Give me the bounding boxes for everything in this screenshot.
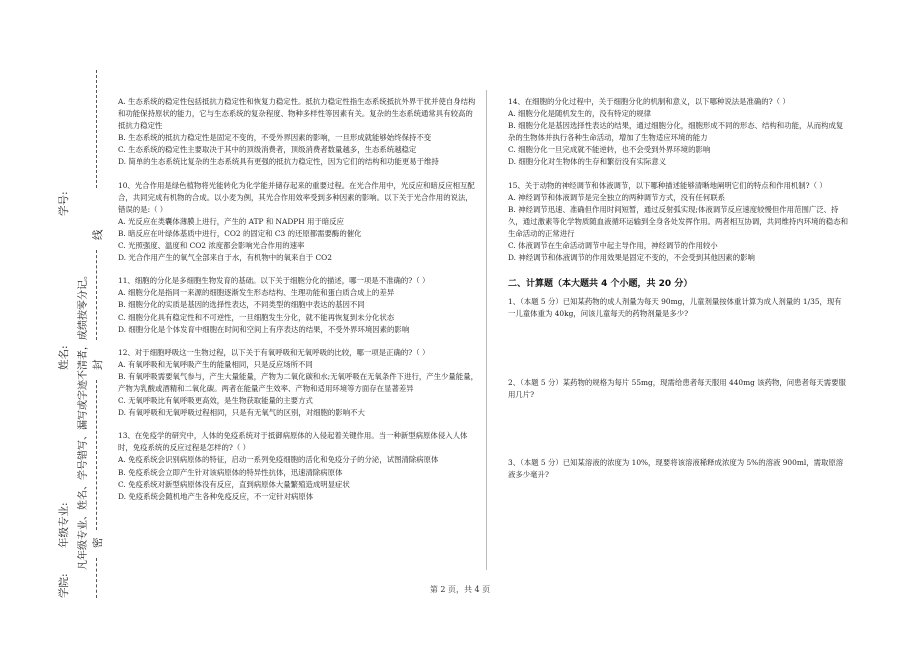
- question-13: [118, 430, 478, 503]
- question-15: [508, 180, 848, 265]
- option-b: B. 有氧呼吸需要氧气参与，产生大量能量，产物为二氧化碳和水;无氧呼吸在无氧条件下进行，产生少量能量，产物为乳酸或酒精和二氧化碳。两者在能量产生效率、产物和适用环境等方面存在显著差异: [118, 371, 478, 393]
- calc-question-3: 3、（本题 5 分）已知某溶液的浓度为 10%，现要将该溶液稀释成浓度为 5%的溶液 900ml，需取原溶液多少毫升?: [508, 457, 844, 479]
- column-divider: [486, 90, 487, 570]
- option-c: C. 生态系统的稳定性主要取决于其中的顶级消费者，顶级消费者数量越多，生态系统越稳定: [118, 145, 417, 155]
- option-a: A. 神经调节和体液调节是完全独立的两种调节方式，没有任何联系: [508, 192, 725, 202]
- question-9-continued: [118, 96, 478, 169]
- option-c: C. 细胞分化一旦完成就不能逆转，也不会受到外界环境的影响: [508, 145, 711, 155]
- question-stem: 14、在细胞的分化过程中，关于细胞分化的机制和意义，以下哪种说法是准确的?（ ）: [508, 97, 790, 106]
- calc-question-1: 1、（本题 5 分）已知某药物的成人剂量为每天 90mg，儿童剂量按体重计算为成人剂量的 1/35，现有一儿童体重为 40kg，问该儿童每天的药物剂量是多少?: [508, 297, 842, 319]
- option-a: A. 细胞分化是随机发生的，没有特定的规律: [508, 109, 652, 119]
- option-b: B. 暗反应在叶绿体基质中进行，CO2 的固定和 C3 的还原都需要酶的催化: [118, 228, 362, 238]
- grade-major-label: 年级专业:: [58, 502, 70, 548]
- option-d: D. 光合作用产生的氧气全部来自于水，有机物中的氧来自于 CO2: [118, 253, 332, 263]
- question-14: [508, 96, 848, 169]
- right-column: [508, 96, 848, 537]
- page-number: 第 2 页，共 4 页: [429, 585, 491, 594]
- calc-question-2: 2、（本题 5 分）某药物的规格为每片 55mg，现需给患者每天服用 440mg 该药物，问患者每天需要服用几片?: [508, 377, 846, 399]
- option-c: C. 免疫系统对新型病原体没有反应，直到病原体大量繁殖造成明显症状: [118, 479, 350, 489]
- student-id-label: 学号:: [58, 191, 70, 216]
- seal-word-secret: 密: [92, 537, 104, 548]
- option-a: A. 生态系统的稳定性包括抵抗力稳定性和恢复力稳定性。抵抗力稳定性指生态系统抵抗外界干扰并使自身结构和功能保持原状的能力，它与生态系统的复杂程度、物种多样性等因素有关。复杂的生态系统通常具有较高的抵抗力稳定性: [118, 97, 476, 131]
- seal-line-lower: [96, 380, 97, 530]
- option-c: C. 细胞分化具有稳定性和不可逆性，一旦细胞发生分化，就不能再恢复到未分化状态: [118, 312, 395, 322]
- seal-word-seal: 封: [92, 359, 104, 370]
- question-12: [118, 347, 478, 420]
- question-11: [118, 275, 478, 335]
- option-d: D. 简单的生态系统比复杂的生态系统具有更强的抵抗力稳定性，因为它们的结构和功能更易于维持: [118, 157, 439, 167]
- option-d: D. 细胞分化对生物体的生存和繁衍没有实际意义: [508, 157, 667, 167]
- binding-margin: [52, 70, 114, 600]
- question-stem: 11、细胞的分化是多细胞生物发育的基础。以下关于细胞分化的描述，哪一项是不准确的?（ ）: [118, 276, 430, 286]
- question-stem: 10、光合作用是绿色植物将光能转化为化学能并储存起来的重要过程。在光合作用中，光反应和暗反应相互配合，共同完成有机物的合成。以小麦为例，其光合作用效率受到多种因素的影响。以下关于光合作用的说法，错误的是:（ ）: [118, 180, 475, 214]
- warning-text: 凡年级专业、姓名、学号错写、漏写或字迹不清者，成绩按零分记。: [78, 270, 89, 570]
- option-d: D. 有氧呼吸和无氧呼吸过程相同，只是有无氧气的区别，对细胞的影响不大: [118, 408, 365, 418]
- question-10: [118, 180, 478, 265]
- option-d: D. 免疫系统会随机地产生各种免疫反应，不一定针对病原体: [118, 491, 314, 501]
- option-b: B. 免疫系统会立即产生针对该病原体的特异性抗体，迅速清除病原体: [118, 467, 343, 477]
- seal-line-mid: [96, 250, 97, 340]
- seal-word-line: 线: [92, 229, 104, 240]
- option-d: D. 神经调节和体液调节的作用效果是固定不变的，不会受到其他因素的影响: [508, 253, 755, 263]
- question-stem: 15、关于动物的神经调节和体液调节，以下哪种描述能够清晰地阐明它们的特点和作用机制?（ ）: [508, 180, 827, 190]
- option-a: A. 有氧呼吸和无氧呼吸产生的能量相同，只是反应场所不同: [118, 359, 313, 369]
- section-title-calculation: 二、计算题（本大题共 4 个小题，共 20 分）: [508, 279, 693, 290]
- option-d: D. 细胞分化是个体发育中细胞在时间和空间上有序表达的结果，不受外界环境因素的影响: [118, 324, 410, 334]
- seal-line-top: [96, 70, 97, 188]
- college-label: 学院:: [58, 573, 70, 598]
- option-a: A. 光反应在类囊体薄膜上进行，产生的 ATP 和 NADPH 用于暗反应: [118, 216, 345, 226]
- option-a: A. 免疫系统会识别病原体的特征，启动一系列免疫细胞的活化和免疫分子的分泌，试图清除病原体: [118, 455, 439, 465]
- option-c: C. 体液调节在生命活动调节中起主导作用，神经调节的作用较小: [508, 241, 718, 251]
- option-c: C. 无氧呼吸比有氧呼吸更高效，是生物获取能量的主要方式: [118, 396, 313, 406]
- option-c: C. 光照强度、温度和 CO2 浓度都会影响光合作用的速率: [118, 241, 305, 251]
- option-b: B. 神经调节迅速、准确但作用时间短暂，通过反射弧实现;体液调节反应速度较慢但作用范围广泛、持久，通过激素等化学物质随血液循环运输到全身各处发挥作用。两者相互协调，共同维持内环境的稳态和生命活动的正常进行: [508, 204, 848, 238]
- name-label: 姓名:: [58, 345, 70, 370]
- left-column: [118, 96, 478, 514]
- question-stem: 12、对于细胞呼吸这一生物过程，以下关于有氧呼吸和无氧呼吸的比较，哪一项是正确的?（ ）: [118, 347, 430, 357]
- question-stem: 13、在免疫学的研究中，人体的免疫系统对于抵御病原体的入侵起着关键作用。当一种新型病原体侵入人体时，免疫系统的反应过程是怎样的?（ ）: [118, 431, 468, 453]
- option-b: B. 细胞分化是基因选择性表达的结果，通过细胞分化，细胞形成不同的形态、结构和功能，从而构成复杂的生物体并执行各种生命活动，增加了生物适应环境的能力: [508, 121, 844, 143]
- option-b: B. 细胞分化的实质是基因的选择性表达，不同类型的细胞中表达的基因不同: [118, 300, 365, 310]
- option-b: B. 生态系统的抵抗力稳定性是固定不变的，不受外界因素的影响，一旦形成就能够始终保持不变: [118, 133, 432, 143]
- option-a: A. 细胞分化是指同一来源的细胞逐渐发生形态结构、生理功能和蛋白质合成上的差异: [118, 288, 395, 298]
